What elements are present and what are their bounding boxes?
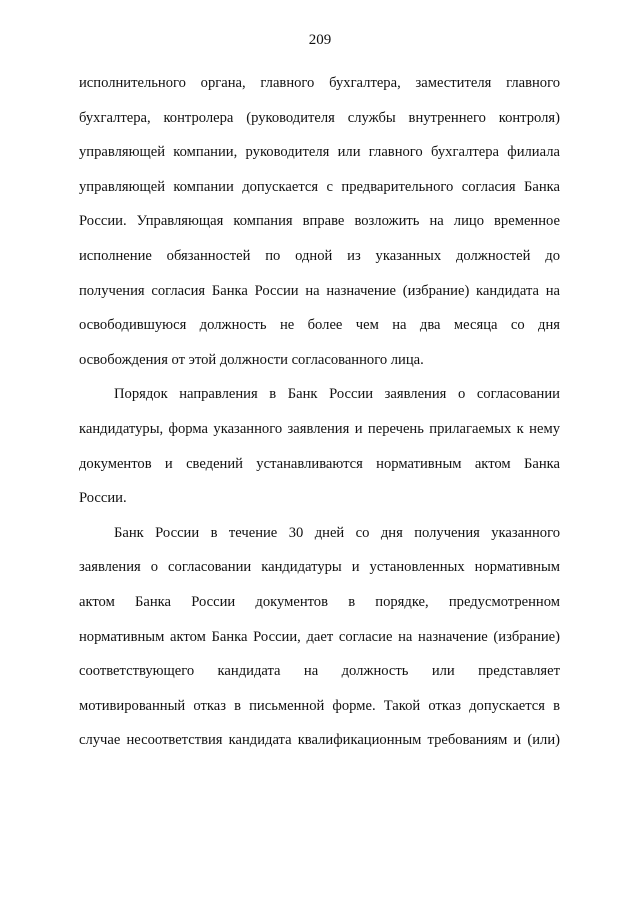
text-line: мотивированный отказ в письменной форме. Такой отказ допускается в [79,697,560,714]
text-line: заявления о согласовании кандидатуры и установленных нормативным [79,559,560,576]
text-line: исполнительного органа, главного бухгалтера, заместителя главного [79,75,560,91]
text-line: актом Банка России документов в порядке, предусмотренном [79,593,560,610]
text-line: России. [79,490,127,507]
text-line: получения согласия Банка России на назначение (избрание) кандидата на [79,282,560,299]
text-line: случае несоответствия кандидата квалификационным требованиям и (или) [79,732,560,749]
text-line: нормативным актом Банка России, дает согласие на назначение (избрание) [79,628,560,645]
paragraph-1 [79,66,560,377]
text-line: управляющей компании допускается с предварительного согласия Банка [79,178,560,195]
paragraph-3 [79,516,560,758]
text-line: управляющей компании, руководителя или главного бухгалтера филиала [79,144,560,161]
text-line: России. Управляющая компания вправе возложить на лицо временное [79,213,560,230]
page-number: 209 [308,32,332,48]
text-line: документов и сведений устанавливаются нормативным актом Банка [79,455,560,472]
body-text [79,66,560,758]
text-line: освободившуюся должность не более чем на два месяца со дня [79,317,560,334]
text-line: бухгалтера, контролера (руководителя службы внутреннего контроля) [79,109,560,126]
paragraph-2 [79,377,560,515]
text-line: кандидатуры, форма указанного заявления и перечень прилагаемых к нему [79,420,560,437]
text-line: соответствующего кандидата на должность или представляет [79,663,560,680]
text-line: Банк России в течение 30 дней со дня получения указанного [114,524,560,541]
text-line: Порядок направления в Банк России заявления о согласовании [114,386,560,403]
text-line: освобождения от этой должности согласованного лица. [79,351,424,368]
text-line: исполнение обязанностей по одной из указанных должностей до [79,247,560,264]
